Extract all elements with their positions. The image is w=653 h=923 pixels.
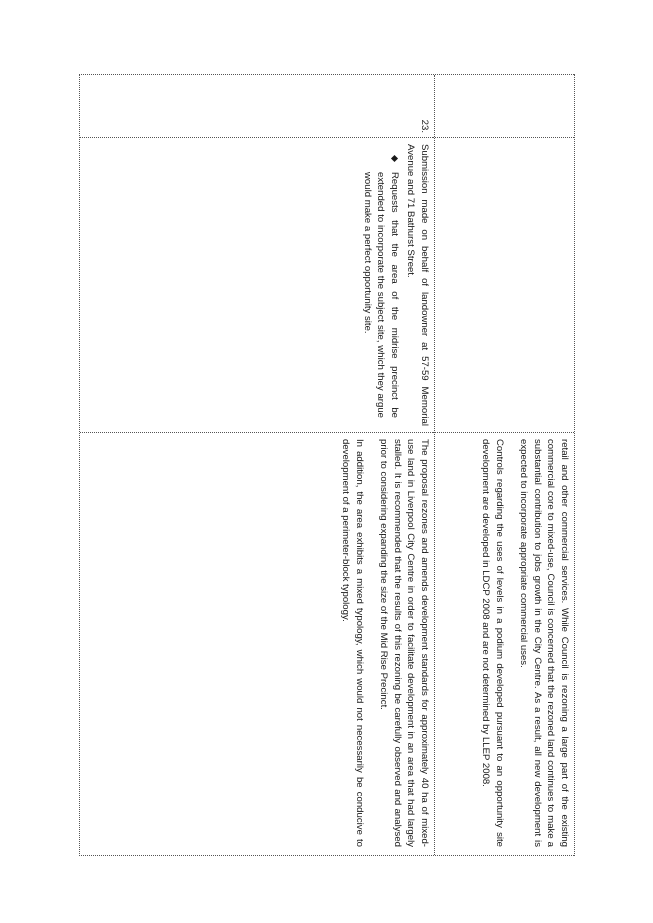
submission-bullets (360, 138, 404, 432)
row-number (571, 75, 574, 137)
response-paragraph: In addition, the area exhibits a mixed typology, which would not necessarily be conducive to development of a perimeter-block typology. (340, 439, 365, 847)
submission-cell (80, 138, 434, 433)
submissions-table (79, 74, 575, 856)
bullet-item (360, 144, 401, 426)
response-paragraph: retail and other commercial services. While Council is rezoning a large part of the existing commercial core to mixed-use, Council is concerned that the rezoned land continues to make a substantial contribution to jobs growth in the City Centre. As a result, all new development is expected to incorporate appropriate commercial uses. (518, 439, 570, 847)
table-row (435, 75, 574, 855)
response-paragraph: Controls regarding the uses of levels in a podium developed pursuant to an opportunity site development are developed in LDCP 2008 and are not determined by LLEP 2008. (480, 439, 505, 847)
response-paragraph: The proposal rezones and amends development standards for approximately 40 ha of mixed-use land in Liverpool City Centre in order to facilitate development in an area that had largely stalled. It is recommended that the results of this rezoning be carefully observed and analysed prior to considering expanding the size of the Mid Rise Precinct. (378, 439, 430, 847)
table-row (80, 75, 435, 855)
submission-text: Submission made on behalf of landowner at 57-59 Memorial Avenue and 71 Bathurst Street. (405, 144, 430, 426)
diamond-bullet-icon (391, 155, 398, 162)
response-cell (435, 433, 574, 855)
submission-cell (435, 138, 574, 433)
bullet-text: Requests that the area of the midrise precinct be extended to incorporate the subject site, which they argue would make a perfect opportunity site. (361, 172, 400, 418)
row-number: 23. (419, 119, 430, 133)
response-cell (80, 433, 434, 855)
row-number-cell (80, 75, 434, 138)
submission-text (571, 138, 574, 432)
row-number-cell (435, 75, 574, 138)
